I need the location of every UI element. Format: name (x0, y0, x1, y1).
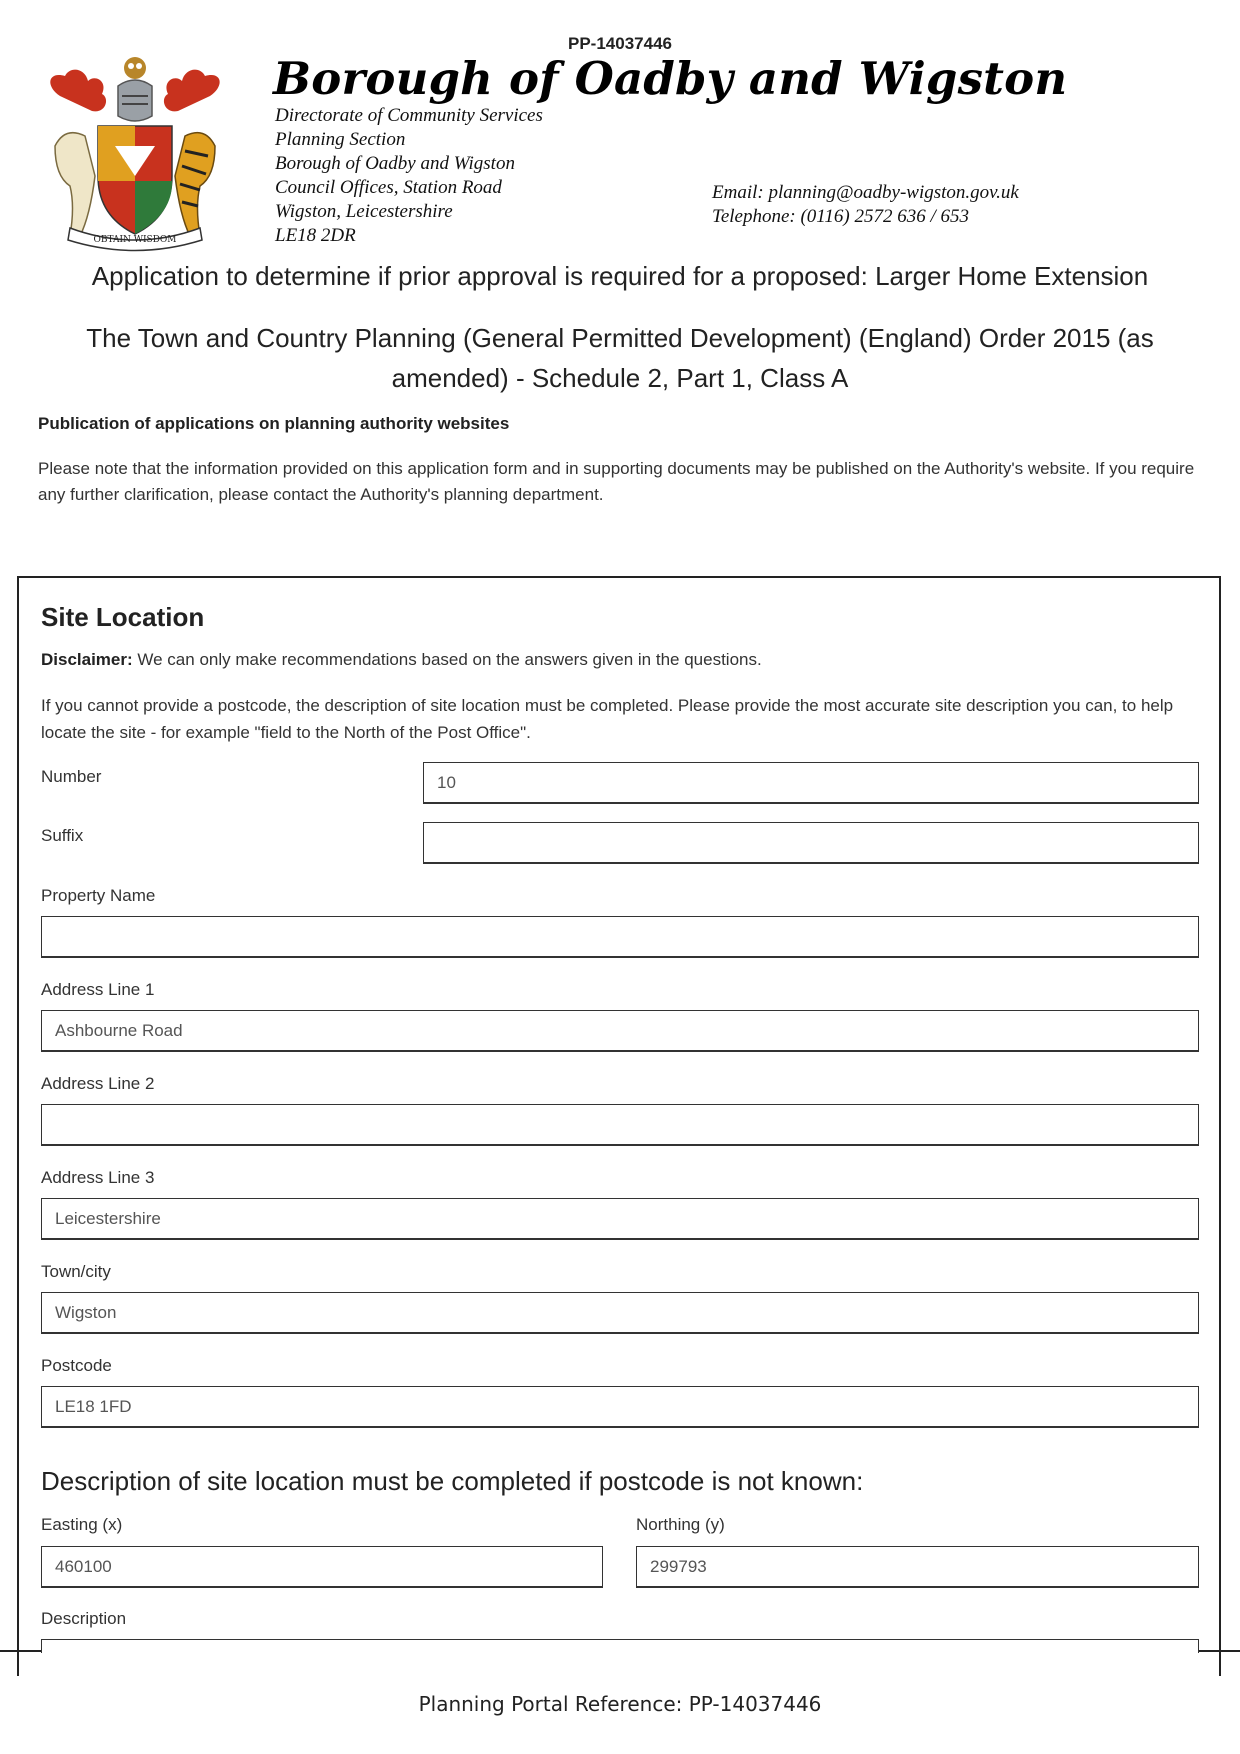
easting-field[interactable]: 460100 (41, 1546, 603, 1588)
telephone-number: (0116) 2572 636 / 653 (800, 206, 970, 227)
property-name-field[interactable] (41, 916, 1199, 958)
northing-field[interactable]: 299793 (636, 1546, 1199, 1588)
application-title: Application to determine if prior approval is required for a proposed: Larger Home Extension (91, 261, 1149, 291)
council-crest-logo (40, 56, 230, 252)
description-label: Description (41, 1609, 127, 1628)
footer-reference: Planning Portal Reference: PP-14037446 (418, 1692, 822, 1716)
address-line-1-label: Address Line 1 (41, 980, 155, 999)
telephone-label: Telephone: (712, 206, 796, 227)
email-label: Email: (712, 182, 764, 203)
number-field[interactable]: 10 (423, 762, 1199, 804)
easting-label: Easting (x) (41, 1515, 123, 1534)
address-line-1-field[interactable]: Ashbourne Road (41, 1010, 1199, 1052)
section-title: Site Location (41, 602, 205, 632)
council-address (275, 104, 543, 248)
address-line-2-label: Address Line 2 (41, 1074, 155, 1093)
council-name: Borough of Oadby and Wigston (273, 52, 1068, 105)
disclaimer-text: We can only make recommendations based on the answers given in the questions. (132, 650, 762, 669)
description-field[interactable] (41, 1639, 1199, 1653)
northing-label: Northing (y) (636, 1515, 725, 1534)
address-line: Directorate of Community Services (275, 105, 543, 126)
suffix-label: Suffix (41, 826, 84, 845)
address-line: LE18 2DR (275, 225, 356, 246)
council-contact (712, 181, 1019, 229)
address-line-3-label: Address Line 3 (41, 1168, 155, 1187)
crest-motto: OBTAIN WISDOM (93, 235, 177, 245)
town-city-field[interactable]: Wigston (41, 1292, 1199, 1334)
disclaimer (41, 650, 762, 670)
address-line: Council Offices, Station Road (275, 177, 502, 198)
reference-number: PP-14037446 (568, 34, 672, 53)
address-line-3-field[interactable]: Leicestershire (41, 1198, 1199, 1240)
address-line: Borough of Oadby and Wigston (275, 153, 515, 174)
address-line-2-field[interactable] (41, 1104, 1199, 1146)
suffix-field[interactable] (423, 822, 1199, 864)
number-label: Number (41, 767, 102, 786)
postcode-field[interactable]: LE18 1FD (41, 1386, 1199, 1428)
publication-text: Please note that the information provided on this application form and in supporting documents may be published on the Authority's website. If you require any further clarification, please contact the Authority's planning department. (38, 459, 1195, 504)
property-name-label: Property Name (41, 886, 156, 905)
address-line: Planning Section (275, 129, 406, 150)
postcode-label: Postcode (41, 1356, 112, 1375)
email-address[interactable]: planning@oadby-wigston.gov.uk (768, 182, 1019, 203)
disclaimer-label: Disclaimer: (41, 650, 133, 669)
publication-heading: Publication of applications on planning authority websites (38, 414, 510, 433)
description-heading: Description of site location must be completed if postcode is not known: (41, 1466, 864, 1496)
legislation-title: The Town and Country Planning (General Permitted Development) (England) Order 2015 (as amended) - Schedule 2, Part 1, Class A (86, 323, 1154, 393)
town-city-label: Town/city (41, 1262, 111, 1281)
site-location-instructions: If you cannot provide a postcode, the description of site location must be completed. Please provide the most accurate site description you can, to help locate the site - for example "field to the North of the Post Office". (41, 696, 1174, 742)
address-line: Wigston, Leicestershire (275, 201, 453, 222)
